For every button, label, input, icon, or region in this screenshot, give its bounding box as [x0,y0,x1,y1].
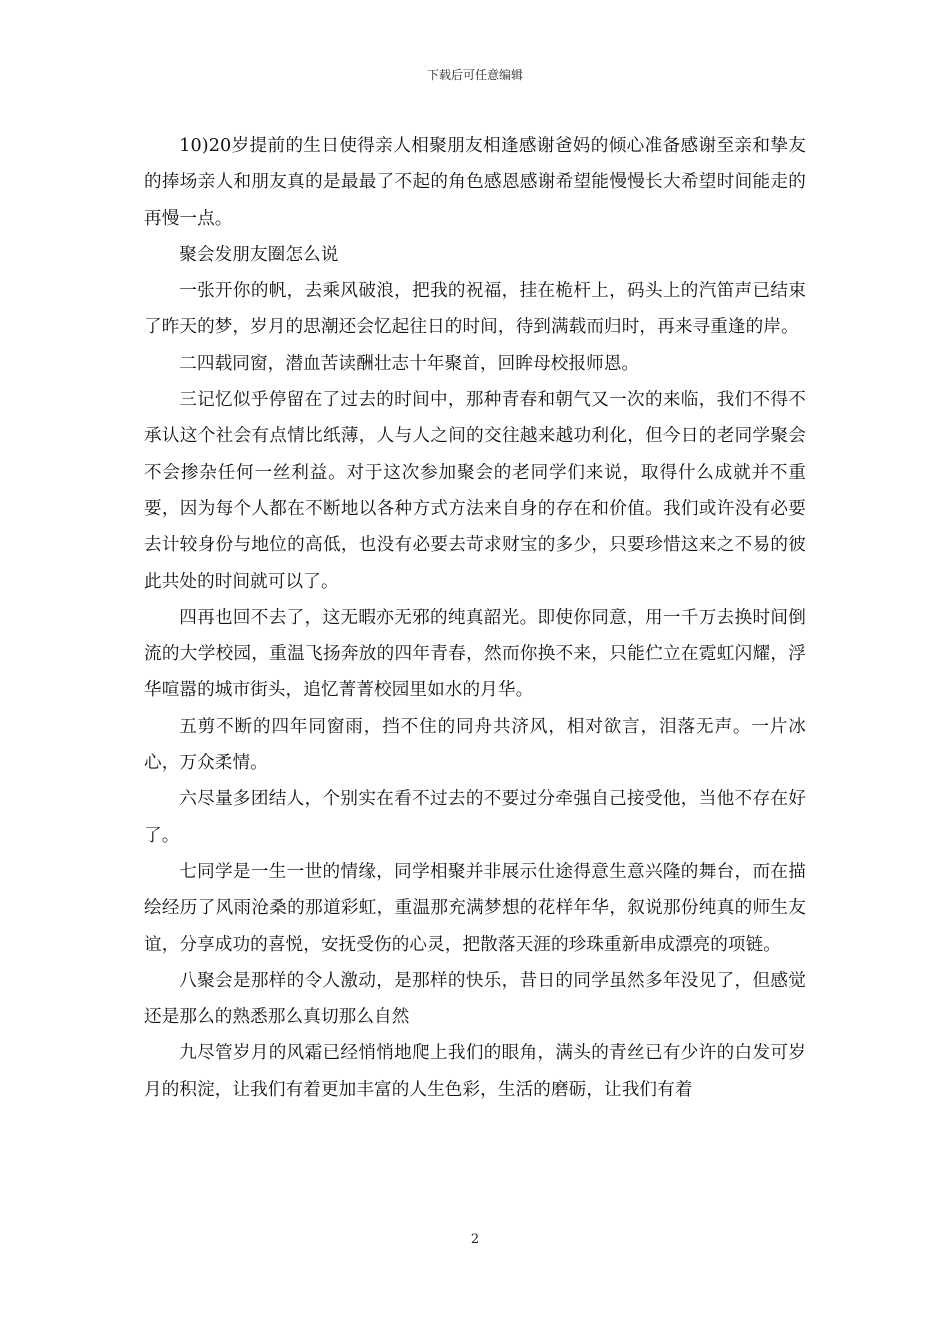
document-body [144,128,806,1108]
paragraph-10: 九尽管岁月的风霜已经悄悄地爬上我们的眼角，满头的青丝已有少许的白发可岁月的积淀，让我们有着更加丰富的人生色彩，生活的磨砺，让我们有着 [144,1043,806,1100]
paragraph-8: 七同学是一生一世的情缘，同学相聚并非展示仕途得意生意兴隆的舞台，而在描绘经历了风雨沧桑的那道彩虹，重温那充满梦想的花样年华，叙说那份纯真的师生友谊，分享成功的喜悦，安抚受伤的心灵，把散落天涯的珍珠重新串成漂亮的项链。 [144,861,806,955]
paragraph-9: 八聚会是那样的令人激动，是那样的快乐，昔日的同学虽然多年没见了，但感觉还是那么的熟悉那么真切那么自然 [144,970,806,1028]
paragraph-heading: 聚会发朋友圈怎么说 [179,244,339,265]
paragraph-7: 六尽量多团结人，个别实在看不过去的不要过分牵强自己接受他，当他不存在好了。 [144,789,806,846]
page-number: 2 [470,1232,480,1247]
paragraph-6: 五剪不断的四年同窗雨，挡不住的同舟共济风，相对欲言，泪落无声。一片冰心，万众柔情。 [144,716,806,774]
paragraph-2: 一张开你的帆，去乘风破浪，把我的祝福，挂在桅杆上，码头上的汽笛声已结束了昨天的梦，岁月的思潮还会忆起往日的时间，待到满载而归时，再来寻重逢的岸。 [144,281,806,338]
paragraph-3: 二四载同窗，潜血苦读酬壮志十年聚首，回眸母校报师恩。 [179,353,640,374]
page-header: 下载后可任意编辑 [426,68,523,82]
paragraph-5: 四再也回不去了，这无暇亦无邪的纯真韶光。即使你同意，用一千万去换时间倒流的大学校园，重温飞扬奔放的四年青春，然而你换不来，只能伫立在霓虹闪耀，浮华喧嚣的城市街头，追忆菁菁校园里如水的月华。 [144,607,806,701]
paragraph-1: 10)20岁提前的生日使得亲人相聚朋友相逢感谢爸妈的倾心准备感谢至亲和挚友的捧场亲人和朋友真的是最最了不起的角色感恩感谢希望能慢慢长大希望时间能走的再慢一点。 [144,136,806,229]
paragraph-4: 三记忆似乎停留在了过去的时间中，那种青春和朝气又一次的来临，我们不得不承认这个社会有点情比纸薄，人与人之间的交往越来越功利化，但今日的老同学聚会不会掺杂任何一丝利益。对于这次参加聚会的老同学们来说，取得什么成就并不重要，因为每个人都在不断地以各种方式方法来自身的存在和价值。我们或许没有必要去计较身份与地位的高低，也没有必要去苛求财宝的多少，只要珍惜这来之不易的彼此共处的时间就可以了。 [144,390,806,592]
